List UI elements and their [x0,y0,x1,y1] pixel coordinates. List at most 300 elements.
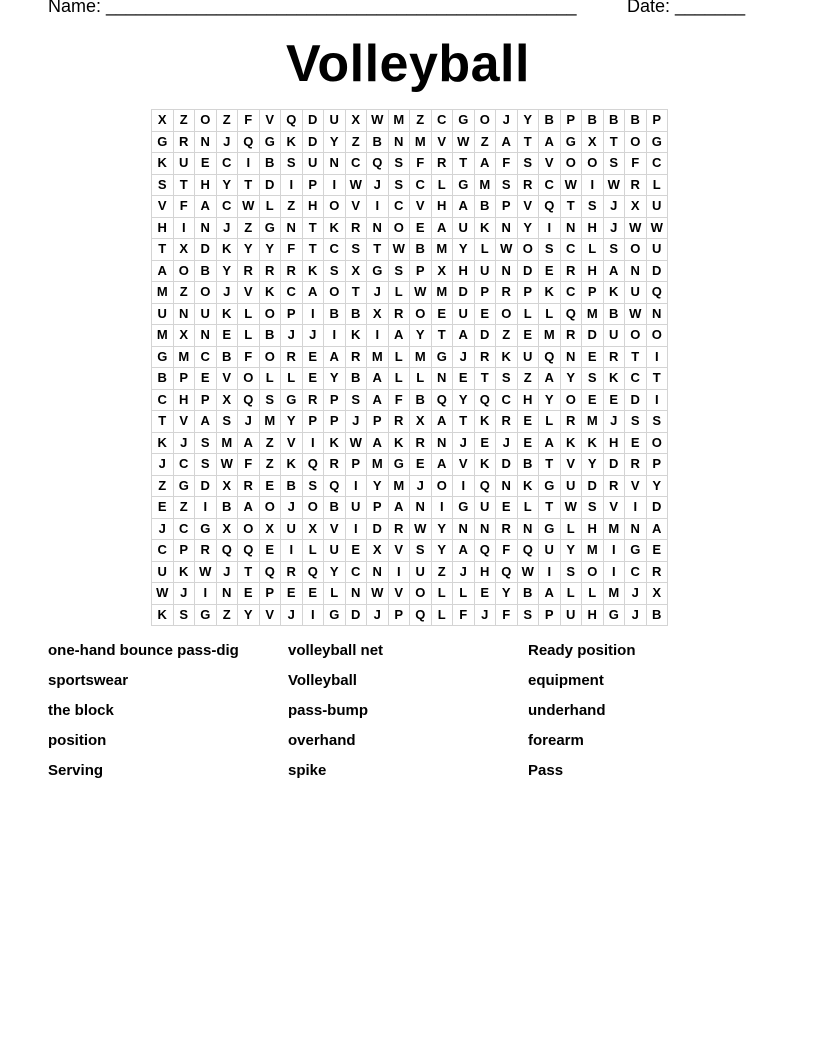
grid-cell: X [345,110,367,132]
grid-cell: Q [474,389,496,411]
grid-cell: C [324,239,346,261]
grid-cell: T [152,239,174,261]
grid-cell: U [560,604,582,626]
grid-cell: A [195,411,217,433]
grid-cell: A [238,432,260,454]
grid-cell: G [195,518,217,540]
grid-cell: O [517,239,539,261]
grid-row [152,282,668,304]
grid-cell: L [259,196,281,218]
grid-cell: A [195,196,217,218]
grid-cell: J [410,475,432,497]
grid-cell: K [152,153,174,175]
grid-row [152,239,668,261]
grid-cell: V [560,454,582,476]
grid-cell: P [388,604,410,626]
grid-cell: L [560,583,582,605]
grid-cell: N [388,131,410,153]
grid-cell: A [539,432,561,454]
grid-cell: K [324,217,346,239]
grid-cell: O [324,282,346,304]
word-list [48,640,768,781]
grid-cell: L [539,411,561,433]
grid-cell: Z [496,325,518,347]
grid-cell: Y [517,217,539,239]
grid-cell: L [388,346,410,368]
grid-cell: I [281,540,303,562]
grid-cell: T [539,454,561,476]
header-line [48,0,748,20]
grid-cell: J [152,518,174,540]
grid-cell: O [496,303,518,325]
grid-cell: J [281,325,303,347]
grid-cell: S [603,239,625,261]
grid-cell: M [388,110,410,132]
grid-cell: Y [560,368,582,390]
grid-cell: Y [367,475,389,497]
grid-cell: X [625,196,647,218]
grid-cell: P [345,454,367,476]
word-list-item: Volleyball [288,672,357,689]
grid-cell: S [195,454,217,476]
grid-cell: A [152,260,174,282]
grid-cell: J [603,196,625,218]
grid-row [152,110,668,132]
grid-cell: X [173,325,195,347]
grid-cell: K [259,282,281,304]
grid-cell: J [453,561,475,583]
grid-cell: B [259,325,281,347]
word-list-item: equipment [528,672,604,689]
grid-cell: D [517,260,539,282]
grid-cell: V [324,518,346,540]
grid-cell: G [431,346,453,368]
grid-cell: X [216,475,238,497]
grid-cell: H [517,389,539,411]
grid-cell: G [539,475,561,497]
grid-cell: Q [474,540,496,562]
grid-cell: Z [173,282,195,304]
grid-cell: J [216,131,238,153]
grid-cell: V [388,540,410,562]
grid-cell: C [388,196,410,218]
grid-cell: L [431,583,453,605]
grid-cell: L [517,303,539,325]
grid-cell: L [539,303,561,325]
grid-cell: D [646,260,668,282]
grid-cell: T [539,497,561,519]
grid-cell: I [603,540,625,562]
grid-cell: V [539,153,561,175]
grid-cell: F [238,454,260,476]
grid-cell: W [560,174,582,196]
grid-cell: P [539,604,561,626]
grid-cell: R [238,475,260,497]
grid-cell: K [474,454,496,476]
grid-cell: Q [324,475,346,497]
grid-cell: E [195,153,217,175]
grid-cell: I [453,475,475,497]
grid-cell: J [238,411,260,433]
grid-cell: B [582,110,604,132]
grid-cell: E [582,346,604,368]
grid-cell: N [281,217,303,239]
grid-cell: I [345,475,367,497]
grid-cell: O [646,325,668,347]
grid-cell: J [216,561,238,583]
grid-cell: E [410,217,432,239]
grid-cell: C [152,540,174,562]
grid-cell: J [603,411,625,433]
grid-cell: I [345,518,367,540]
grid-cell: L [238,303,260,325]
grid-cell: I [302,432,324,454]
grid-cell: I [195,583,217,605]
grid-cell: W [345,174,367,196]
grid-cell: W [410,518,432,540]
grid-row [152,540,668,562]
grid-cell: D [496,454,518,476]
grid-cell: Z [431,561,453,583]
word-search-grid [151,109,668,626]
grid-cell: M [539,325,561,347]
grid-cell: R [646,561,668,583]
grid-cell: O [259,303,281,325]
word-list-item: one-hand bounce pass-dig [48,642,239,659]
grid-cell: Z [474,131,496,153]
word-list-item: forearm [528,732,584,749]
grid-cell: A [238,497,260,519]
grid-cell: C [173,454,195,476]
grid-cell: C [496,389,518,411]
grid-row [152,583,668,605]
grid-cell: Z [152,475,174,497]
grid-cell: A [646,518,668,540]
grid-cell: E [431,303,453,325]
grid-cell: B [195,260,217,282]
grid-cell: Q [517,540,539,562]
grid-cell: B [345,368,367,390]
grid-cell: S [302,475,324,497]
grid-cell: Z [410,110,432,132]
grid-cell: G [324,604,346,626]
grid-cell: D [625,389,647,411]
grid-cell: A [603,260,625,282]
grid-cell: T [238,174,260,196]
grid-cell: A [539,583,561,605]
grid-cell: V [410,196,432,218]
grid-cell: M [603,518,625,540]
grid-cell: I [431,497,453,519]
grid-cell: S [625,411,647,433]
grid-cell: W [496,239,518,261]
grid-cell: O [625,131,647,153]
grid-cell: M [582,303,604,325]
grid-cell: B [517,454,539,476]
grid-cell: B [517,583,539,605]
grid-cell: Q [238,540,260,562]
grid-cell: X [216,389,238,411]
grid-cell: O [560,389,582,411]
grid-cell: T [173,174,195,196]
grid-cell: J [367,174,389,196]
grid-cell: K [603,282,625,304]
grid-cell: P [302,174,324,196]
grid-cell: S [259,389,281,411]
grid-row [152,368,668,390]
grid-cell: X [367,540,389,562]
grid-cell: P [474,282,496,304]
grid-cell: C [216,153,238,175]
grid-cell: A [431,454,453,476]
grid-cell: E [582,389,604,411]
grid-cell: O [625,325,647,347]
grid-cell: I [281,174,303,196]
grid-cell: B [259,153,281,175]
grid-cell: J [302,325,324,347]
grid-cell: M [367,346,389,368]
grid-cell: M [431,282,453,304]
grid-cell: X [410,411,432,433]
word-list-item: sportswear [48,672,129,689]
grid-cell: R [195,540,217,562]
grid-cell: N [345,583,367,605]
grid-row [152,196,668,218]
grid-cell: A [539,131,561,153]
grid-cell: G [603,604,625,626]
grid-cell: G [281,389,303,411]
grid-cell: M [216,432,238,454]
grid-cell: Y [517,110,539,132]
grid-cell: N [625,260,647,282]
grid-cell: H [453,260,475,282]
grid-cell: K [388,432,410,454]
grid-cell: M [582,411,604,433]
grid-cell: J [152,454,174,476]
grid-cell: O [324,196,346,218]
grid-cell: U [324,540,346,562]
grid-cell: Z [173,497,195,519]
grid-row [152,153,668,175]
grid-cell: R [345,217,367,239]
grid-cell: R [625,454,647,476]
grid-cell: S [582,368,604,390]
grid-cell: O [474,110,496,132]
grid-cell: R [388,303,410,325]
grid-cell: E [152,497,174,519]
grid-cell: J [216,282,238,304]
grid-cell: F [496,153,518,175]
grid-cell: P [173,540,195,562]
grid-cell: E [195,368,217,390]
grid-cell: V [345,196,367,218]
grid-cell: Y [324,561,346,583]
grid-cell: V [431,131,453,153]
grid-cell: Q [302,454,324,476]
grid-cell: Y [496,583,518,605]
grid-cell: K [474,217,496,239]
grid-cell: L [517,497,539,519]
grid-cell: U [410,561,432,583]
grid-cell: B [603,110,625,132]
grid-cell: K [216,303,238,325]
grid-row [152,174,668,196]
grid-cell: T [238,561,260,583]
grid-cell: S [324,260,346,282]
grid-cell: W [625,303,647,325]
grid-cell: K [496,346,518,368]
grid-cell: B [646,604,668,626]
grid-cell: I [582,174,604,196]
grid-cell: X [367,303,389,325]
grid-cell: J [625,583,647,605]
grid-cell: X [431,260,453,282]
grid-cell: I [646,346,668,368]
grid-cell: O [259,346,281,368]
grid-cell: L [646,174,668,196]
grid-cell: A [367,389,389,411]
grid-cell: P [517,282,539,304]
grid-cell: L [324,583,346,605]
grid-cell: M [173,346,195,368]
grid-cell: Z [173,110,195,132]
grid-cell: U [345,497,367,519]
grid-cell: U [603,325,625,347]
grid-cell: O [410,303,432,325]
grid-cell: U [625,282,647,304]
grid-cell: I [388,561,410,583]
grid-cell: C [152,389,174,411]
grid-cell: K [152,432,174,454]
grid-cell: T [345,282,367,304]
grid-cell: L [582,239,604,261]
grid-cell: B [539,110,561,132]
grid-cell: I [367,196,389,218]
grid-cell: O [410,583,432,605]
grid-cell: A [388,497,410,519]
grid-cell: Q [238,389,260,411]
grid-cell: W [625,217,647,239]
grid-cell: X [646,583,668,605]
grid-cell: N [410,497,432,519]
grid-cell: L [474,239,496,261]
grid-cell: M [410,131,432,153]
grid-cell: R [281,260,303,282]
grid-cell: F [238,110,260,132]
grid-cell: N [453,518,475,540]
grid-cell: G [173,475,195,497]
grid-cell: B [345,303,367,325]
grid-cell: V [603,497,625,519]
grid-cell: K [517,475,539,497]
grid-cell: G [646,131,668,153]
grid-cell: U [281,518,303,540]
grid-cell: V [517,196,539,218]
grid-cell: E [345,540,367,562]
grid-cell: K [302,260,324,282]
grid-cell: U [302,153,324,175]
grid-cell: R [345,346,367,368]
grid-cell: E [410,454,432,476]
grid-cell: J [281,497,303,519]
grid-cell: H [173,389,195,411]
grid-cell: C [281,282,303,304]
grid-cell: R [259,260,281,282]
grid-cell: A [367,368,389,390]
grid-cell: P [646,110,668,132]
grid-cell: Q [302,561,324,583]
grid-cell: D [646,497,668,519]
grid-cell: Y [431,540,453,562]
grid-cell: S [173,604,195,626]
grid-cell: Q [281,110,303,132]
grid-cell: M [152,282,174,304]
grid-cell: O [173,260,195,282]
grid-cell: Y [453,389,475,411]
grid-cell: S [388,174,410,196]
grid-cell: O [582,153,604,175]
grid-cell: N [646,303,668,325]
grid-cell: C [539,174,561,196]
grid-row [152,475,668,497]
grid-cell: R [560,411,582,433]
grid-cell: Y [560,540,582,562]
grid-cell: X [216,518,238,540]
grid-cell: G [259,131,281,153]
grid-cell: S [646,411,668,433]
grid-cell: Z [259,432,281,454]
grid-cell: Y [216,174,238,196]
grid-cell: Y [216,260,238,282]
grid-cell: B [152,368,174,390]
word-list-item: spike [288,762,327,779]
grid-cell: E [603,389,625,411]
grid-cell: C [625,368,647,390]
grid-cell: B [367,131,389,153]
grid-cell: P [302,411,324,433]
grid-cell: G [560,131,582,153]
grid-cell: E [302,368,324,390]
grid-cell: P [324,389,346,411]
grid-cell: F [238,346,260,368]
grid-cell: N [517,518,539,540]
grid-cell: T [646,368,668,390]
grid-row [152,432,668,454]
grid-cell: U [173,153,195,175]
grid-cell: N [560,217,582,239]
grid-cell: N [367,217,389,239]
grid-cell: W [238,196,260,218]
grid-cell: G [539,518,561,540]
grid-cell: S [496,174,518,196]
grid-cell: N [625,518,647,540]
grid-cell: Z [281,196,303,218]
grid-cell: S [345,239,367,261]
grid-cell: H [603,432,625,454]
grid-cell: E [259,475,281,497]
grid-row [152,389,668,411]
grid-cell: Z [259,454,281,476]
grid-cell: D [367,518,389,540]
grid-cell: E [496,497,518,519]
grid-cell: X [152,110,174,132]
grid-cell: J [281,604,303,626]
grid-cell: M [259,411,281,433]
grid-cell: T [517,131,539,153]
grid-cell: U [324,110,346,132]
grid-cell: W [646,217,668,239]
word-list-item: underhand [528,702,606,719]
